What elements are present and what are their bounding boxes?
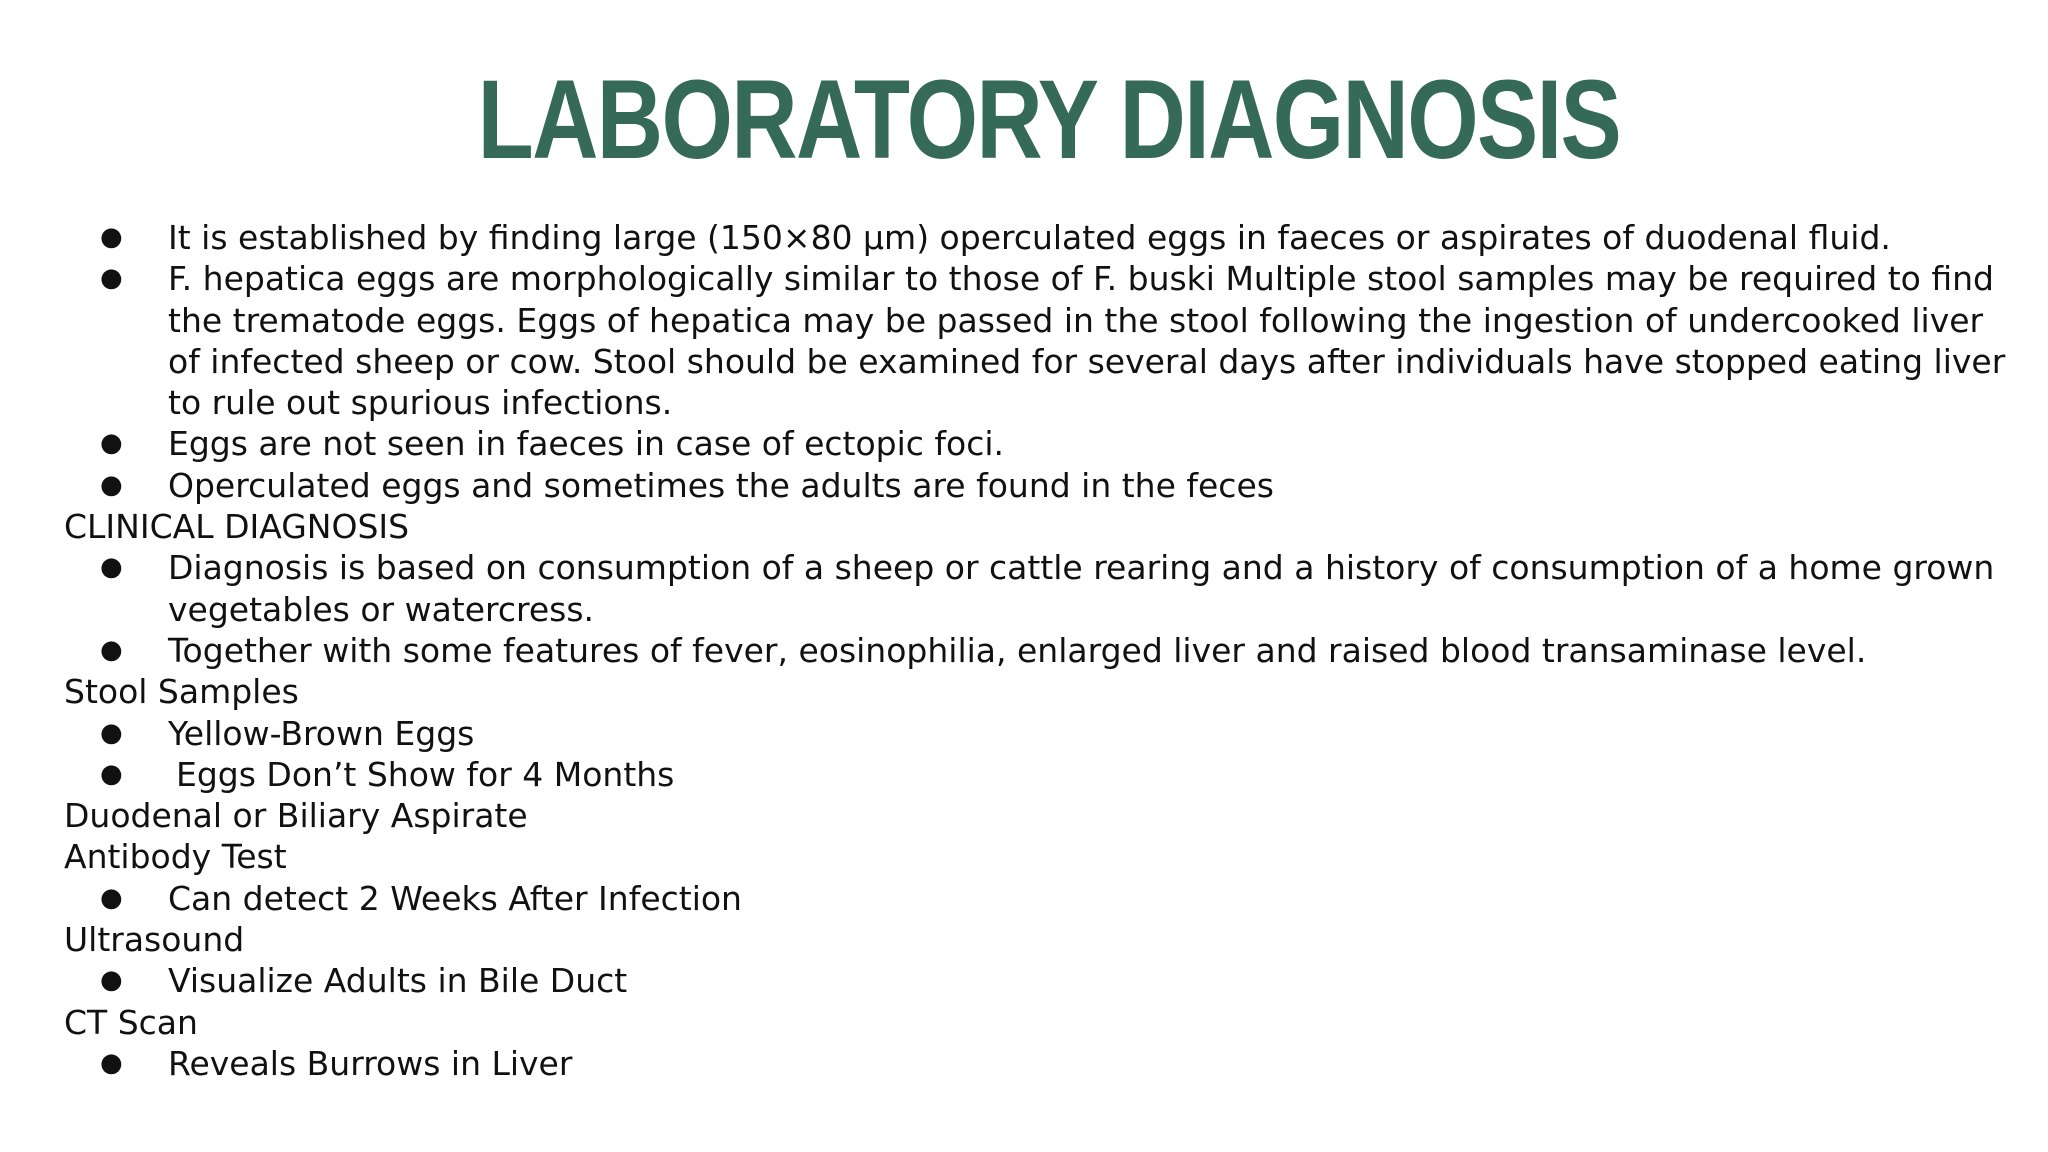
antibody-test-list [64, 878, 1964, 919]
aspirate-heading: Duodenal or Biliary Aspirate [64, 796, 528, 836]
list-item-text: Operculated eggs and sometimes the adults are found in the feces [168, 465, 1274, 505]
ct-scan-list [64, 1043, 1964, 1084]
list-item-text: Eggs Don’t Show for 4 Months [176, 754, 675, 794]
list-item [64, 754, 2008, 795]
list-item [64, 465, 2008, 506]
list-item [64, 423, 2008, 464]
stool-samples-heading: Stool Samples [64, 672, 299, 712]
bullet-icon: ● [100, 222, 123, 252]
antibody-test-heading: Antibody Test [64, 837, 287, 877]
ct-scan-heading: CT Scan [64, 1002, 198, 1042]
lab-diagnosis-list [64, 217, 2006, 506]
list-item [64, 217, 2008, 258]
list-item-text: Yellow-Brown Eggs [168, 713, 475, 753]
list-item [64, 960, 2008, 1001]
bullet-icon: ● [100, 428, 123, 459]
clinical-diagnosis-list [64, 547, 1995, 671]
slide-title: LABORATORY DIAGNOSIS [477, 57, 1621, 182]
list-item [64, 1043, 2008, 1084]
list-item-text: Can detect 2 Weeks After Infection [168, 878, 742, 918]
list-item-text: Eggs are not seen in faeces in case of ectopic foci. [168, 424, 1005, 464]
bullet-icon: ● [100, 965, 123, 996]
list-item [64, 630, 2008, 671]
bullet-icon: ● [100, 882, 123, 913]
list-item [64, 258, 2008, 423]
clinical-diagnosis-heading: CLINICAL DIAGNOSIS [64, 507, 410, 547]
bullet-icon: ● [100, 552, 123, 583]
list-item [64, 878, 2008, 919]
ultrasound-list [64, 960, 1964, 1001]
bullet-icon: ● [100, 1047, 123, 1078]
ultrasound-heading: Ultrasound [64, 920, 245, 960]
slide-body [64, 217, 2006, 1084]
bullet-icon: ● [100, 634, 123, 665]
list-item-text: It is established by finding large (150×80 μm) operculated eggs in faeces or aspirates of duodenal fluid. [168, 218, 1891, 257]
bullet-icon: ● [100, 469, 123, 500]
bullet-icon: ● [100, 717, 123, 748]
stool-samples-list [64, 713, 1964, 796]
list-item-text: Diagnosis is based on consumption of a sheep or cattle rearing and a history of consumption of a home grown vegetables or watercress. [168, 548, 1995, 629]
list-item-text: F. hepatica eggs are morphologically similar to those of F. buski Multiple stool samples may be required to find the trematode eggs. Eggs of hepatica may be passed in the stool following the ingestion of undercooked liver of infected sheep or cow. Stool should be examined for several days after individuals have stopped eating liver to rule out spurious infections. [168, 259, 2006, 423]
list-item [64, 713, 2008, 754]
list-item-text: Together with some features of fever, eosinophilia, enlarged liver and raised blood transaminase level. [168, 630, 1867, 670]
bullet-icon: ● [100, 758, 123, 789]
list-item [64, 547, 2008, 630]
bullet-icon: ● [100, 263, 123, 294]
list-item-text: Visualize Adults in Bile Duct [168, 961, 628, 1001]
list-item-text: Reveals Burrows in Liver [168, 1043, 573, 1083]
